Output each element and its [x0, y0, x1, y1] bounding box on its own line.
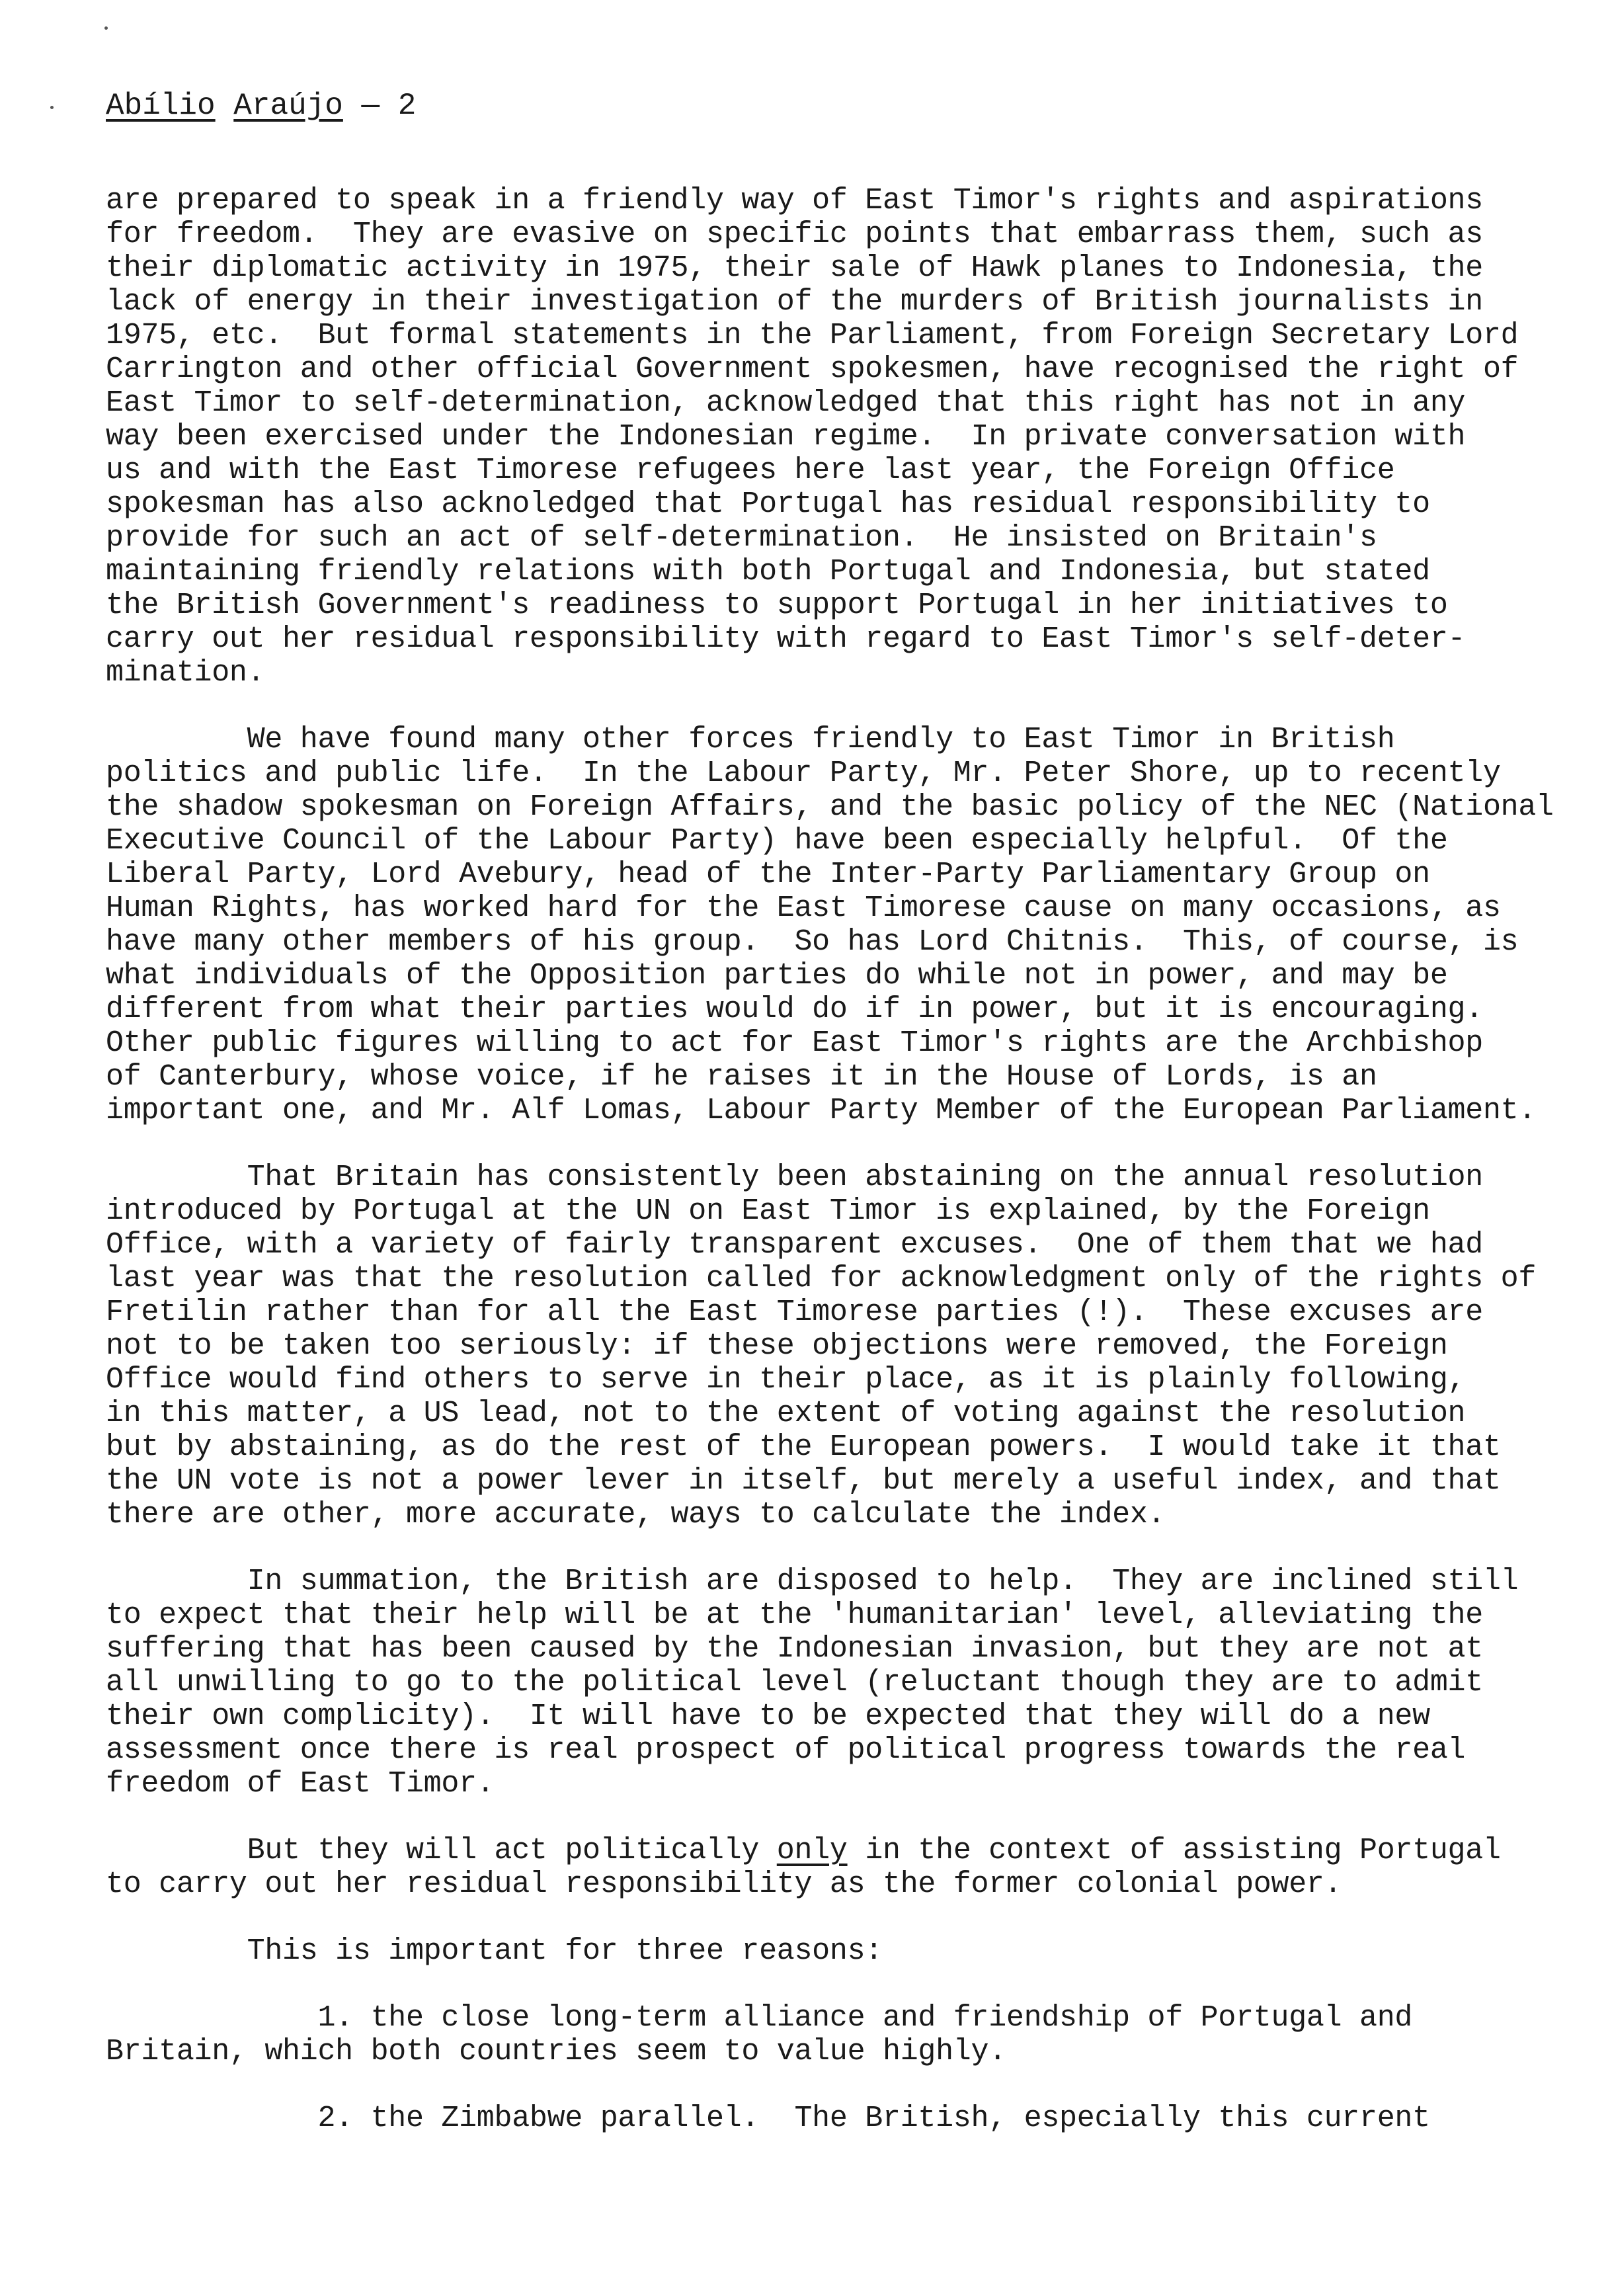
- paragraph: That Britain has consistently been abstaining on the annual resolution introduced by Portugal at the UN on East Timor is explained, by the Foreign Office, with a variety of fairly transparent excuses. One of them that we had last year was that the resolution called for acknowledgment only of the rights of Fretilin rather than for all the East Timorese parties (!). These excuses are not to be taken too seriously: if these objections were removed, the Foreign Office would find others to serve in their place, as it is plainly following, in this matter, a US lead, not to the extent of voting against the resolution but by abstaining, as do the rest of the European powers. I would take it that the UN vote is not a power lever in itself, but merely a useful index, and that there are other, more accurate, ways to calculate the index.: [106, 1161, 1537, 1532]
- author-last-name: Araújo: [233, 89, 343, 123]
- page-header: [106, 86, 1474, 126]
- page-number: — 2: [361, 89, 417, 123]
- reason-item: 2. the Zimbabwe parallel. The British, especially this current: [106, 2102, 1430, 2135]
- document-body: [106, 184, 1554, 2135]
- author-first-name: Abílio: [106, 89, 216, 123]
- margin-mark: [104, 26, 108, 30]
- paragraph-text: in the context of assisting Portugal to carry out her residual responsibility as the former colonial power.: [106, 1834, 1501, 1901]
- paragraph: We have found many other forces friendly to East Timor in British politics and public life. In the Labour Party, Mr. Peter Shore, up to recently the shadow spokesman on Foreign Affairs, and the basic policy of the NEC (National Executive Council of the Labour Party) have been especially helpful. Of the Liberal Party, Lord Avebury, head of the Inter-Party Parliamentary Group on Human Rights, has worked hard for the East Timorese cause on many occasions, as have many other members of his group. So has Lord Chitnis. This, of course, is what individuals of the Opposition parties do while not in power, and may be different from what their parties would do if in power, but it is encouraging. Other public figures willing to act for East Timor's rights are the Archbishop of Canterbury, whose voice, if he raises it in the House of Lords, is an important one, and Mr. Alf Lomas, Labour Party Member of the European Parliament.: [106, 723, 1554, 1128]
- document-page: [106, 86, 1554, 2135]
- paragraph: are prepared to speak in a friendly way of East Timor's rights and aspirations for freedom. They are evasive on specific points that embarrass them, such as their diplomatic activity in 1975, their sale of Hawk planes to Indonesia, the lack of energy in their investigation of the murders of British journalists in 1975, etc. But formal statements in the Parliament, from Foreign Secretary Lord Carrington and other official Government spokesmen, have recognised the right of East Timor to self-determination, acknowledged that this right has not in any way been exercised under the Indonesian regime. In private conversation with us and with the East Timorese refugees here last year, the Foreign Office spokesman has also acknoledged that Portugal has residual responsibility to provide for such an act of self-determination. He insisted on Britain's maintaining friendly relations with both Portugal and Indonesia, but stated the British Government's readiness to support Portugal in her initiatives to carry out her residual responsibility with regard to East Timor's self-deter- mination.: [106, 184, 1519, 690]
- paragraph: In summation, the British are disposed to help. They are inclined still to expect that their help will be at the 'humanitarian' level, alleviating the suffering that has been caused by the Indonesian invasion, but they are not at all unwilling to go to the political level (reluctant though they are to admit their own complicity). It will have to be expected that they will do a new assessment once there is real prospect of political progress towards the real freedom of East Timor.: [106, 1565, 1519, 1801]
- paragraph-text: But they will act politically: [106, 1834, 777, 1867]
- underlined-word: only: [776, 1834, 848, 1867]
- paragraph: [106, 1834, 1501, 1901]
- margin-mark: [50, 106, 54, 109]
- reason-item: 1. the close long-term alliance and friendship of Portugal and Britain, which both countries seem to value highly.: [106, 2001, 1413, 2069]
- reasons-intro: This is important for three reasons:: [106, 1934, 883, 1968]
